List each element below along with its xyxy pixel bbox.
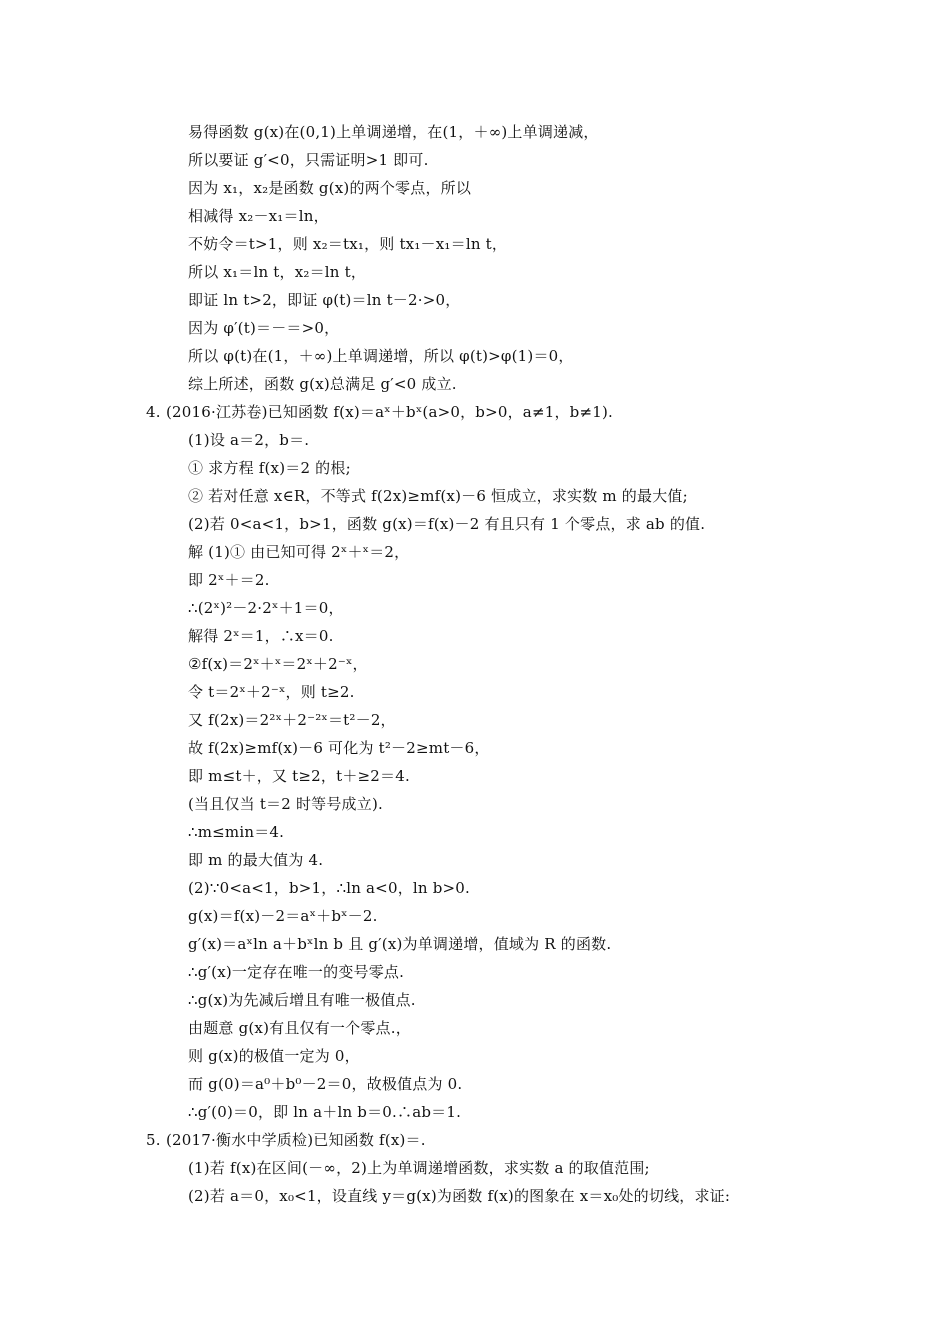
text-line: 易得函数 g(x)在(0,1)上单调递增，在(1，＋∞)上单调递减， [188,123,599,141]
text-line: 又 f(2x)＝2²ˣ＋2⁻²ˣ＝t²－2， [188,711,396,729]
text-line: ∴g′(0)＝0，即 ln a＋ln b＝0.∴ab＝1. [188,1103,462,1121]
text-line: 即 2ˣ＋＝2. [188,571,270,589]
problem-5-statement [146,1130,426,1150]
text-line: ∴(2ˣ)²－2·2ˣ＋1＝0， [188,599,344,617]
text-line: 因为 x₁，x₂是函数 g(x)的两个零点，所以 [188,179,472,197]
text-line: 即 m 的最大值为 4. [188,851,324,869]
text-line: 令 t＝2ˣ＋2⁻ˣ，则 t≥2. [188,683,355,701]
text-line: 所以 x₁＝ln t，x₂＝ln t， [188,263,367,281]
text-line: g(x)＝f(x)－2＝aˣ＋bˣ－2. [188,907,378,925]
text-line: (2)若 a＝0，x₀<1，设直线 y＝g(x)为函数 f(x)的图象在 x＝x₀处的切线，求证: [188,1187,731,1205]
text-line: ②f(x)＝2ˣ＋ˣ＝2ˣ＋2⁻ˣ， [188,655,368,673]
text-line: ① 求方程 f(x)＝2 的根; [188,459,351,477]
text-line: (1)若 f(x)在区间(－∞，2)上为单调递增函数，求实数 a 的取值范围; [188,1159,650,1177]
text-line: (2)若 0<a<1，b>1，函数 g(x)＝f(x)－2 有且只有 1 个零点，求 ab 的值. [188,515,706,533]
text-line: 所以 φ(t)在(1，＋∞)上单调递增，所以 φ(t)>φ(1)＝0， [188,347,574,365]
text-line: ② 若对任意 x∈R，不等式 f(2x)≥mf(x)－6 恒成立，求实数 m 的最大值; [188,487,688,505]
problem-number: 4. [146,403,161,421]
text-line: ∴m≤min＝4. [188,823,285,841]
text-line: 因为 φ′(t)＝－＝>0， [188,319,340,337]
text-line: 即证 ln t>2，即证 φ(t)＝ln t－2·>0， [188,291,461,309]
problem-text: (2016·江苏卷)已知函数 f(x)＝aˣ＋bˣ(a>0，b>0，a≠1，b≠1). [166,403,613,421]
text-line: 解得 2ˣ＝1，∴x＝0. [188,627,334,645]
text-line: (当且仅当 t＝2 时等号成立). [188,795,383,813]
text-line: 即 m≤t＋，又 t≥2，t＋≥2＝4. [188,767,410,785]
text-line: 而 g(0)＝a⁰＋b⁰－2＝0，故极值点为 0. [188,1075,463,1093]
text-line: 相减得 x₂－x₁＝ln， [188,207,329,225]
problem-text: (2017·衡水中学质检)已知函数 f(x)＝. [166,1131,426,1149]
text-line: 解 (1)① 由已知可得 2ˣ＋ˣ＝2， [188,543,410,561]
text-line: (2)∵0<a<1，b>1，∴ln a<0，ln b>0. [188,879,471,897]
text-line: 由题意 g(x)有且仅有一个零点.， [188,1019,411,1037]
text-line: 故 f(2x)≥mf(x)－6 可化为 t²－2≥mt－6， [188,739,490,757]
text-line: (1)设 a＝2，b＝. [188,431,310,449]
text-line: 则 g(x)的极值一定为 0， [188,1047,360,1065]
text-line: ∴g′(x)一定存在唯一的变号零点. [188,963,405,981]
problem-4-statement [146,402,613,422]
text-line: 所以要证 g′<0，只需证明>1 即可. [188,151,429,169]
problem-number: 5. [146,1131,161,1149]
text-line: 综上所述，函数 g(x)总满足 g′<0 成立. [188,375,457,393]
text-line: 不妨令＝t>1，则 x₂＝tx₁，则 tx₁－x₁＝ln t， [188,235,508,253]
text-line: g′(x)＝aˣln a＋bˣln b 且 g′(x)为单调递增，值域为 R 的函数. [188,935,612,953]
text-line: ∴g(x)为先减后增且有唯一极值点. [188,991,416,1009]
